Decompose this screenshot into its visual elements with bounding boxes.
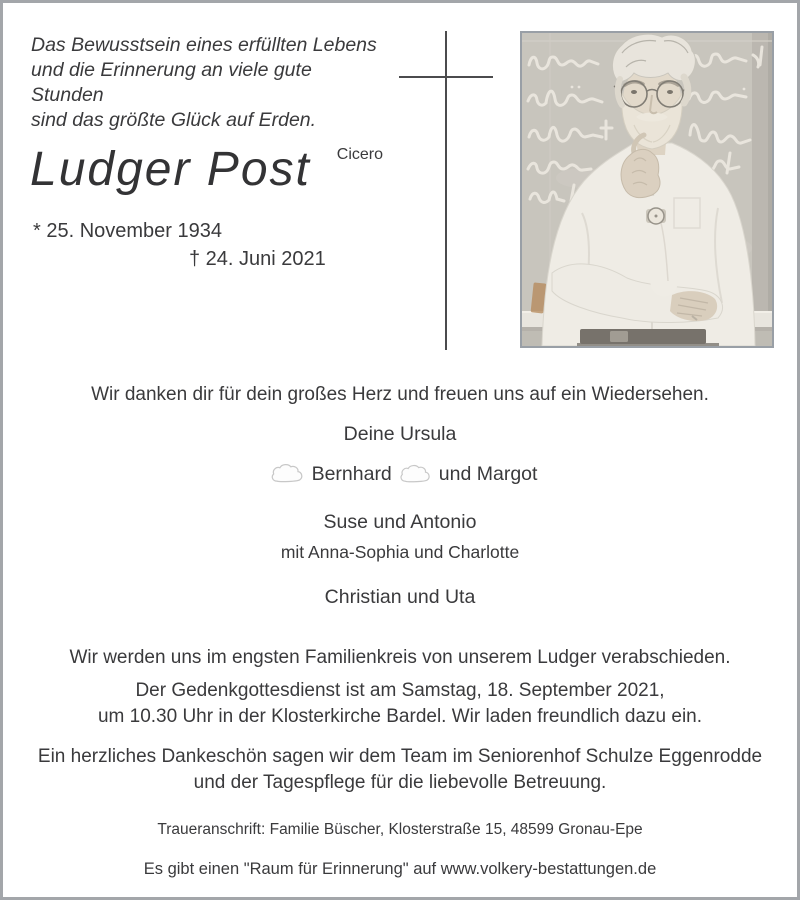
signature-margot: und Margot (438, 463, 538, 485)
signature-bernhard: Bernhard (311, 463, 392, 485)
quote-line: Das Bewusstsein eines erfüllten Lebens (31, 34, 377, 56)
mourning-address: Traueranschrift: Familie Büscher, Klosterstraße 15, 48599 Gronau-Epe (157, 821, 643, 838)
portrait-illustration (522, 33, 772, 346)
service-line-1: Der Gedenkgottesdienst ist am Samstag, 18. September 2021, (135, 680, 665, 701)
memorial-room-note: Es gibt einen "Raum für Erinnerung" auf www.volkery-bestattungen.de (143, 860, 657, 878)
quote-attribution: Cicero (336, 146, 383, 163)
thanks-line: Wir danken dir für dein großes Herz und freuen uns auf ein Wiedersehen. (91, 384, 709, 405)
service-line-2: um 10.30 Uhr in der Klosterkirche Bardel. Wir laden freundlich dazu ein. (97, 706, 703, 727)
cross-vertical-bar (445, 31, 447, 350)
sepia-wash (522, 33, 772, 346)
portrait-photo (520, 31, 774, 348)
quote-line: und die Erinnerung an viele gute Stunden (31, 59, 312, 106)
signature-christian-uta: Christian und Uta (324, 586, 476, 608)
death-date: † 24. Juni 2021 (189, 248, 326, 270)
signature-grandchildren: mit Anna-Sophia und Charlotte (280, 542, 520, 562)
quote-line: sind das größte Glück auf Erden. (31, 109, 317, 131)
signature-ursula: Deine Ursula (343, 423, 457, 445)
birth-date: * 25. November 1934 (33, 220, 223, 242)
cross-horizontal-bar (399, 76, 493, 78)
signature-bernhard-margot (3, 463, 797, 486)
deceased-name: Ludger Post (30, 143, 311, 196)
signature-suse-antonio: Suse und Antonio (323, 511, 477, 533)
farewell-line: Wir werden uns im engsten Familienkreis von unserem Ludger verabschieden. (69, 647, 731, 668)
cloud-icon (270, 463, 305, 484)
gratitude-line-2: und der Tagespflege für die liebevolle Betreuung. (193, 772, 607, 793)
cloud-icon (399, 464, 432, 484)
gratitude-line-1: Ein herzliches Dankeschön sagen wir dem Team im Seniorenhof Schulze Eggenrodde (37, 746, 763, 767)
